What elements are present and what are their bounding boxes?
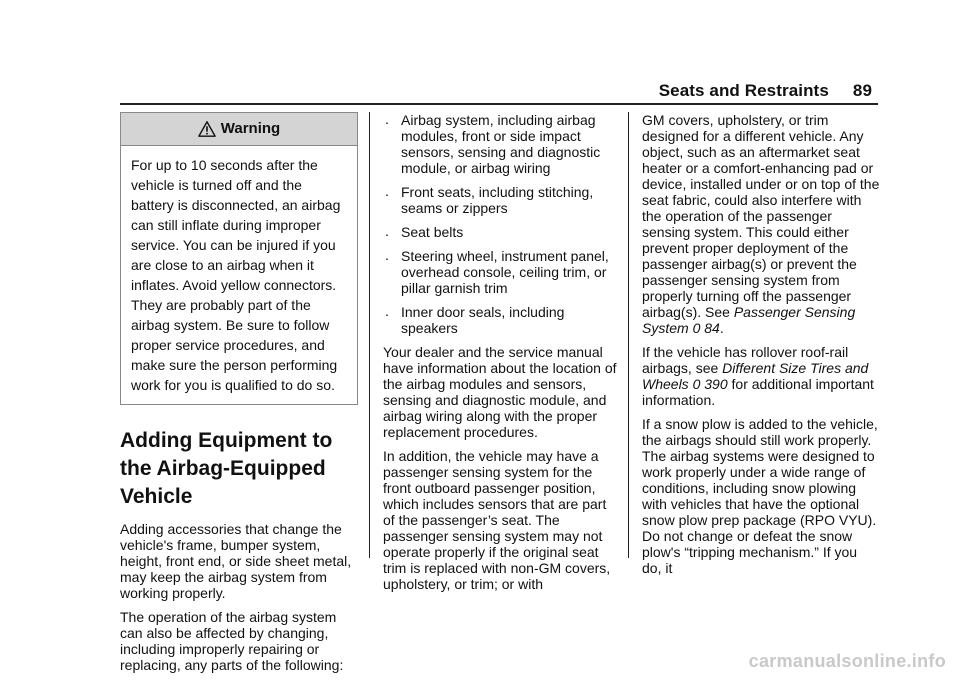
cross-reference-link[interactable]: Different Size Tires and Wheels <box>642 360 869 392</box>
warning-text: For up to 10 seconds after the vehicle is turned off and the battery is disconnected, an airbag can still inflate during improper service. You can be injured if you are close to an airbag when it inflates. Avoid yellow connectors. They are probably part of the airbag system. Be sure to follow proper service procedures, and make sure the person performing work for you is qualified to do so. <box>131 157 341 393</box>
list-item: . Steering wheel, instrument panel, overhead console, ceiling trim, or pillar garnish trim <box>385 247 609 296</box>
bullet-list <box>383 112 618 336</box>
bullet-mark: . <box>385 223 389 239</box>
bullet-mark: . <box>385 183 389 199</box>
bullet-mark: . <box>385 111 389 127</box>
bullet-mark: . <box>385 247 389 263</box>
section-paragraph-1: Adding accessories that change the vehicle's frame, bumper system, height, front end, or side sheet metal, may keep the airbag system from working properly. <box>120 521 352 601</box>
list-item: . Front seats, including stitching, seams or zippers <box>385 183 594 216</box>
list-item: . Inner door seals, including speakers <box>385 303 565 336</box>
warning-triangle-icon <box>198 120 216 138</box>
column-divider-2 <box>628 112 629 558</box>
list-item: . Seat belts <box>385 223 464 240</box>
list-item: . Airbag system, including airbag modules, front or side impact sensors, sensing and diagnostic module, or airbag wiring <box>385 111 601 176</box>
section-title: Adding Equipment to the Airbag-Equipped Vehicle <box>120 429 333 508</box>
column-1 <box>120 112 360 681</box>
warning-header <box>121 113 357 146</box>
cross-reference-link[interactable]: Passenger Sensing System <box>642 304 856 336</box>
col3-paragraph-3: If a snow plow is added to the vehicle, the airbags should still work properly. The airbag systems were designed to work properly under a wide range of conditions, including snow plowing with vehicles that have the optional snow plow prep package (RPO VYU). Do not change or defeat the snow plow's “tripping mechanism.” If you do, it <box>642 416 878 576</box>
column-3 <box>642 112 880 584</box>
warning-box <box>120 112 358 405</box>
col2-paragraph-2: In addition, the vehicle may have a passenger sensing system for the front outboard passenger position, which includes sensors that are part of the passenger’s seat. The passenger sensing system may not operate properly if the original seat trim is replaced with non-GM covers, upholstery, or trim; or with <box>383 448 611 592</box>
running-header <box>659 81 872 101</box>
section-header-title: Seats and Restraints <box>658 81 829 100</box>
header-rule <box>120 103 878 105</box>
col3-paragraph-2: If the vehicle has rollover roof-rail airbags, see Different Size Tires and Wheels 0 390 for additional important information. <box>642 344 874 408</box>
col2-paragraph-1: Your dealer and the service manual have information about the location of the airbag modules and sensors, sensing and diagnostic module, and airbag wiring along with the proper replacement procedures. <box>383 344 617 440</box>
page-number: 89 <box>852 81 872 100</box>
column-2 <box>383 112 618 600</box>
col3-paragraph-1: GM covers, upholstery, or trim designed for a different vehicle. Any object, such as an aftermarket seat heater or a comfort-enhancing pad or device, installed under or on top of the seat fabric, could also interfere with the operation of the passenger sensing system. This could either prevent proper deployment of the passenger airbag(s) or prevent the passenger sensing system from properly turning off the passenger airbag(s). See Passenger Sensing System 0 84. <box>642 112 880 336</box>
warning-title: Warning <box>220 120 281 137</box>
page-reference[interactable]: 0 390 <box>692 376 728 392</box>
bullet-mark: . <box>385 303 389 319</box>
section-paragraph-2: The operation of the airbag system can also be affected by changing, including improperly repairing or replacing, any parts of the following: <box>120 609 344 673</box>
page-reference[interactable]: 0 84 <box>692 320 720 336</box>
watermark: carmanualsonline.info <box>748 651 946 671</box>
column-divider-1 <box>369 112 370 558</box>
